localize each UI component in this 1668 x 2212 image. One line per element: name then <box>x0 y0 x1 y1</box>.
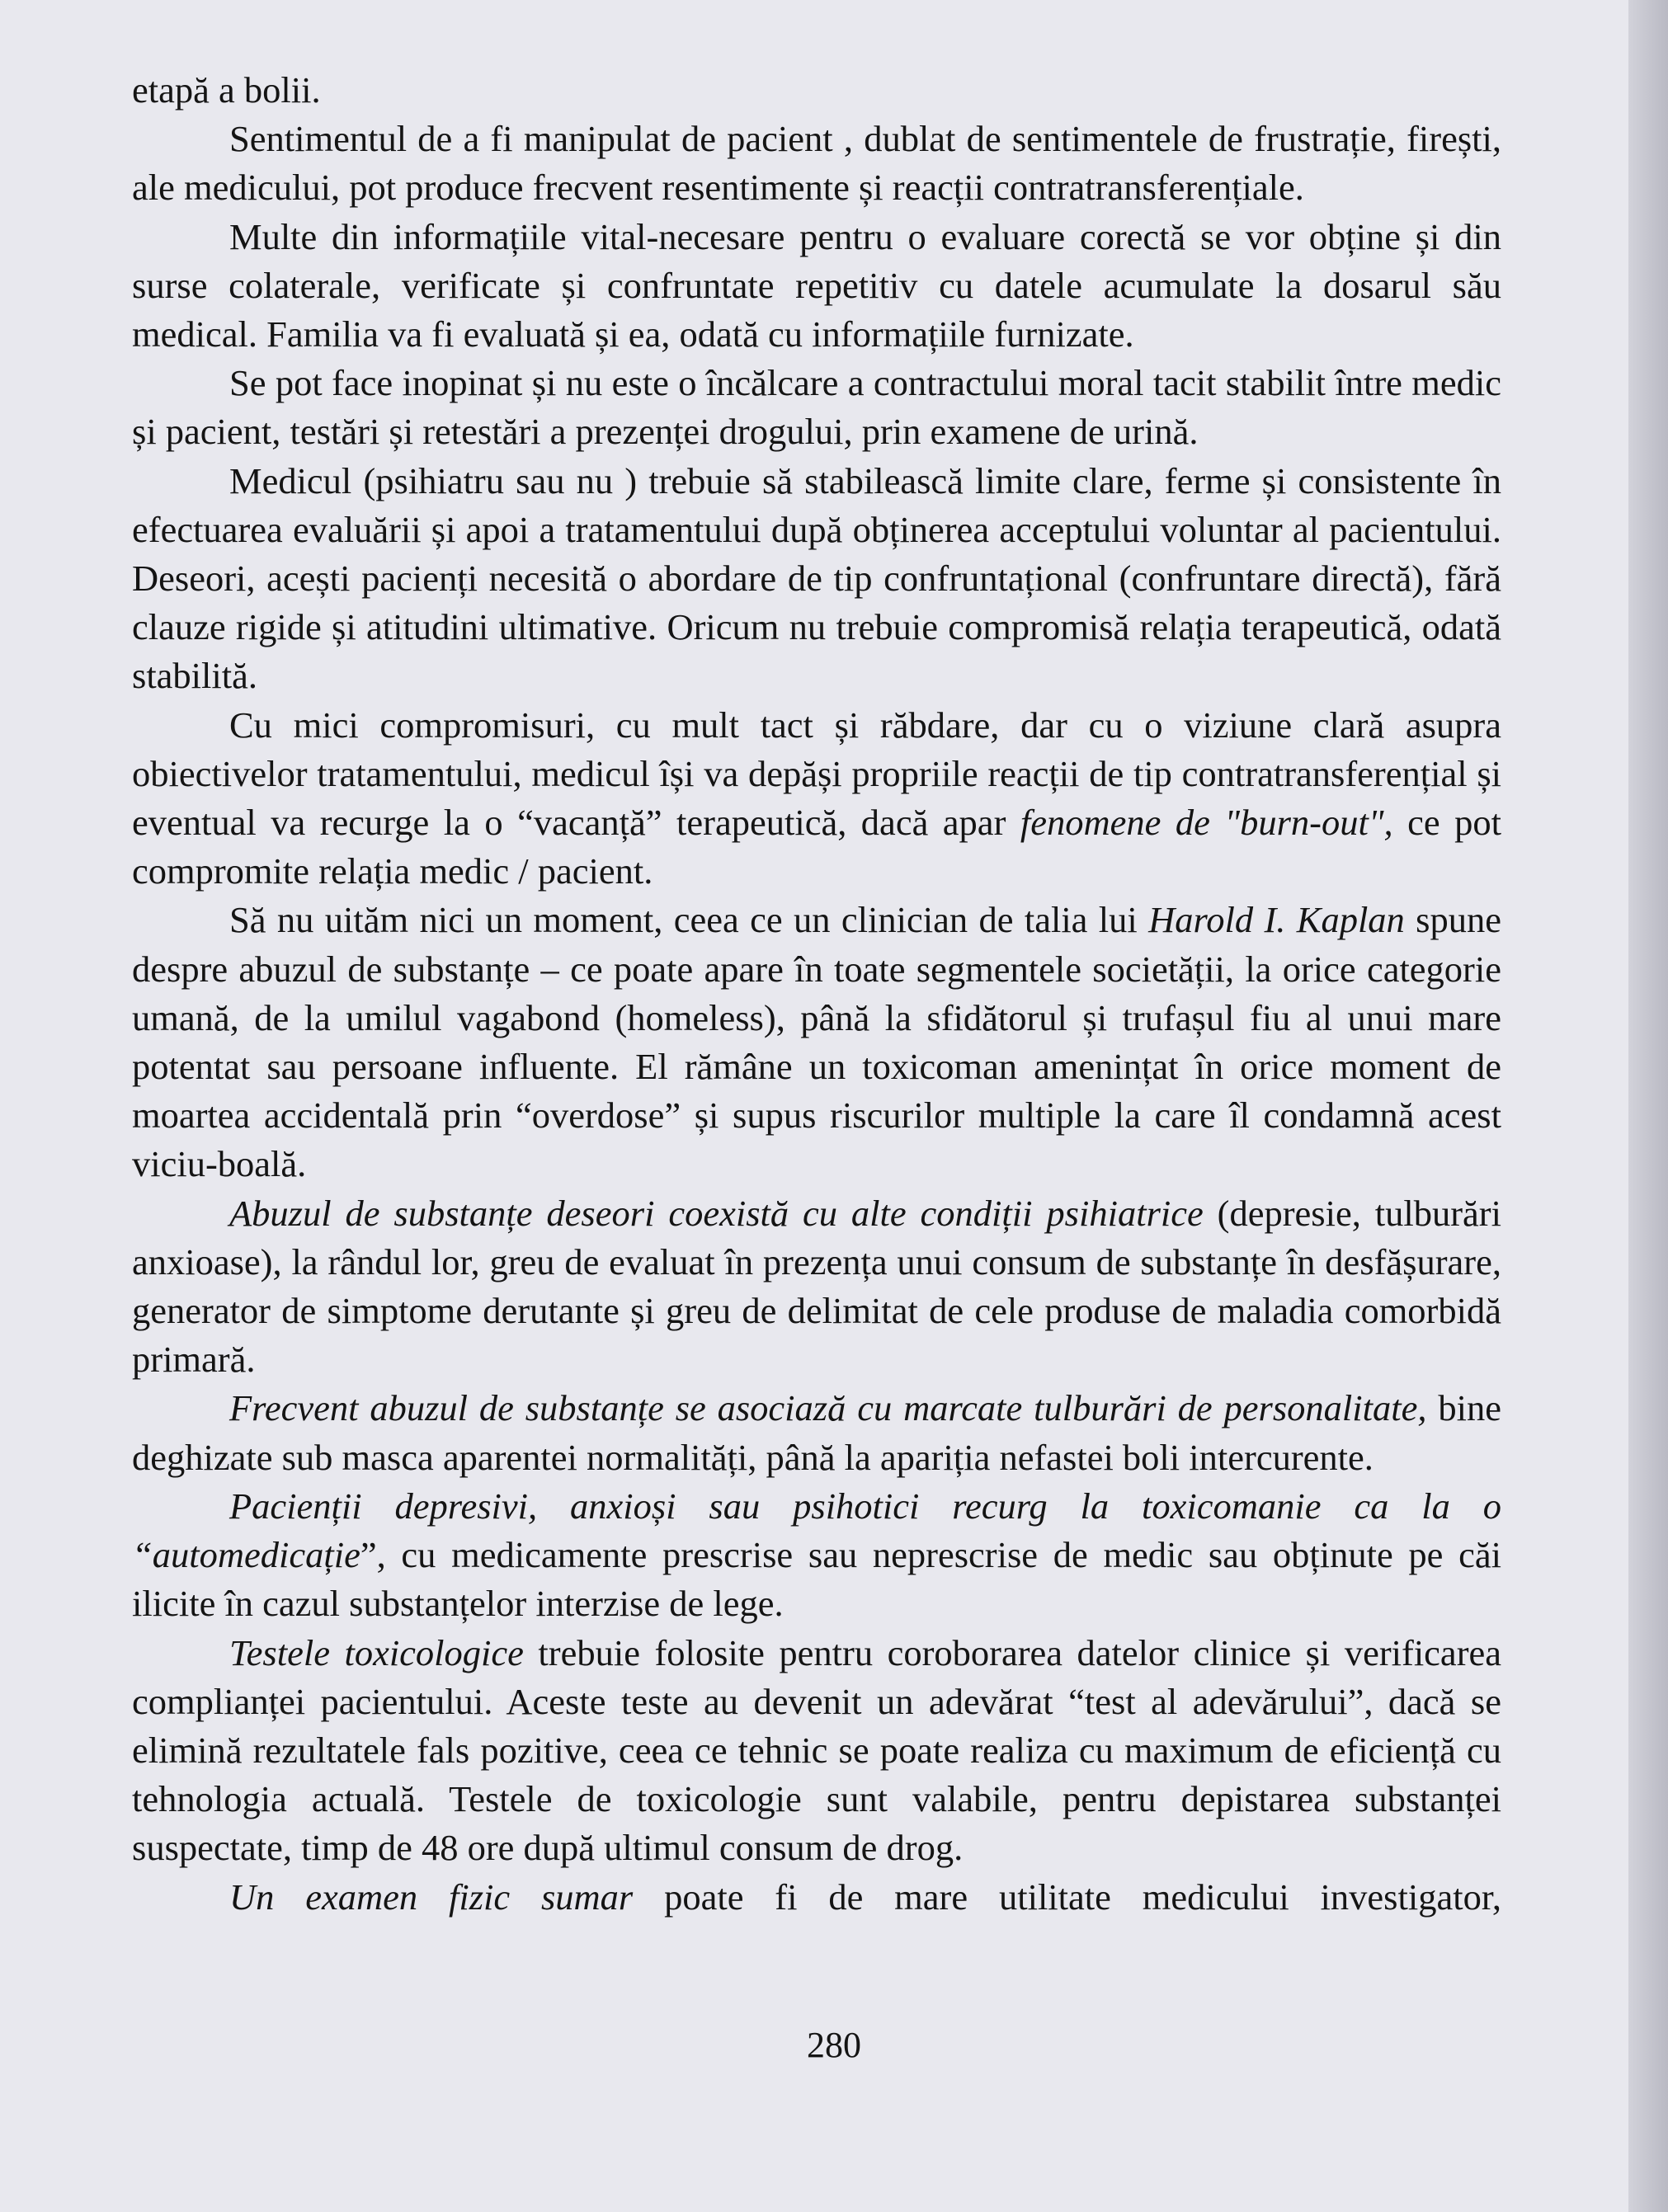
paragraph-text-run: ”, cu medicamente prescrise sau neprescrise de medic sau obținute pe căi ilicite în cazul substanțelor interzise de lege. <box>132 1534 1501 1625</box>
paragraph-text-run: Sentimentul de a fi manipulat de pacient , dublat de sentimentele de frustrație, firești, ale medicului, pot produce frecvent resentimente și reacții contratransferențiale. <box>132 118 1501 209</box>
paragraph-text-run: Multe din informațiile vital-necesare pentru o evaluare corectă se vor obține și din surse colaterale, verificate și confruntate repetitiv cu datele acumulate la dosarul său medical. Familia va fi evaluată și ea, odată cu informațiile furnizate. <box>132 215 1501 355</box>
paragraph-italic-run: automedicație <box>152 1534 360 1576</box>
page-number: 280 <box>807 2025 861 2065</box>
paragraph-italic-run: Abuzul de substanțe deseori coexistă cu alte condiții psihiatrice <box>229 1192 1204 1234</box>
paragraph-text-run: Medicul (psihiatru sau nu ) trebuie să stabilească limite clare, ferme și consistente în efectuarea evaluării și apoi a tratamentului după obținerea acceptului voluntar al pacientului. Deseori, acești pacienți necesită o abordare de tip confruntațional (confruntare directă), fără clauze rigide și atitudini ultimative. Oricum nu trebuie compromisă relația terapeutică, odată stabilită. <box>132 459 1501 697</box>
page-edge-shadow <box>1628 0 1668 2212</box>
paragraph <box>132 457 1501 701</box>
paragraph-italic-run: Un examen fizic sumar <box>229 1875 634 1918</box>
body-text <box>132 66 1501 1922</box>
paragraph <box>132 66 1501 115</box>
paragraph-text-run: ce pot compromite relația medic / pacient. <box>132 802 1501 892</box>
paragraph <box>132 896 1501 1188</box>
paragraph-text-run: spune despre abuzul de substanțe – ce poate apare în toate segmentele societății, la orice categorie umană, de la umilul vagabond (homeless), până la sfidătorul și trufașul fiu al unui mare potentat sau persoane influente. El rămâne un toxicoman amenințat în orice moment de moartea accidentală prin “overdose” și supus riscurilor multiple la care îl condamnă acest viciu-boală. <box>132 899 1502 1185</box>
paragraph <box>132 701 1501 897</box>
paragraph <box>132 1384 1501 1481</box>
paragraph-text-run: poate fi de mare utilitate medicului investigator, <box>633 1875 1501 1918</box>
paragraph-italic-run: Harold I. Kaplan <box>1148 899 1405 941</box>
paragraph-italic-run: fenomene de "burn-out", <box>1020 802 1393 844</box>
paragraph <box>132 359 1501 456</box>
paragraph <box>132 1189 1501 1385</box>
paragraph <box>132 213 1501 360</box>
paragraph-italic-run: Pacienții depresivi, anxioși sau psihotici recurg la toxicomanie ca la o “ <box>132 1485 1501 1576</box>
paragraph-text-run: Cu mici compromisuri, cu mult tact și răbdare, dar cu o viziune clară asupra obiectivelor tratamentului, medicul își va depăși propriile reacții de tip contratransferențial și eventual va recurge la o “vacanță” terapeutică, dacă apar <box>132 704 1501 844</box>
paragraph-italic-run: Testele toxicologice <box>229 1631 524 1673</box>
paragraph-text-run: etapă a bolii. <box>132 69 321 111</box>
paragraph <box>132 1482 1501 1629</box>
paragraph-text-run: Se pot face inopinat și nu este o încălcare a contractului moral tacit stabilit între medic și pacient, testări și retestări a prezenței drogului, prin examene de urină. <box>132 362 1501 453</box>
paragraph <box>132 1629 1501 1873</box>
paragraph-text-run: bine deghizate sub masca aparentei normalități, până la apariția nefastei boli intercurente. <box>132 1387 1501 1478</box>
paragraph <box>132 115 1501 212</box>
paragraph-italic-run: Frecvent abuzul de substanțe se asociază cu marcate tulburări de personalitate, <box>229 1387 1427 1429</box>
paragraph <box>132 1873 1501 1922</box>
paragraph-text-run: (depresie, tulburări anxioase), la rândul lor, greu de evaluat în prezența unui consum de substanțe în desfășurare, generator de simptome derutante și greu de delimitat de cele produse de maladia comorbidă primară. <box>132 1192 1501 1381</box>
paragraph-text-run: trebuie folosite pentru coroborarea datelor clinice și verificarea complianței pacientului. Aceste teste au devenit un adevărat “test al adevărului”, dacă se elimină rezultatele fals pozitive, ceea ce tehnic se poate realiza cu maximum de eficiență cu tehnologia actuală. Testele de toxicologie sunt valabile, pentru depistarea substanței suspectate, timp de 48 ore după ultimul consum de drog. <box>132 1631 1502 1869</box>
paragraph-text-run: Să nu uităm nici un moment, ceea ce un clinician de talia lui <box>229 899 1149 941</box>
